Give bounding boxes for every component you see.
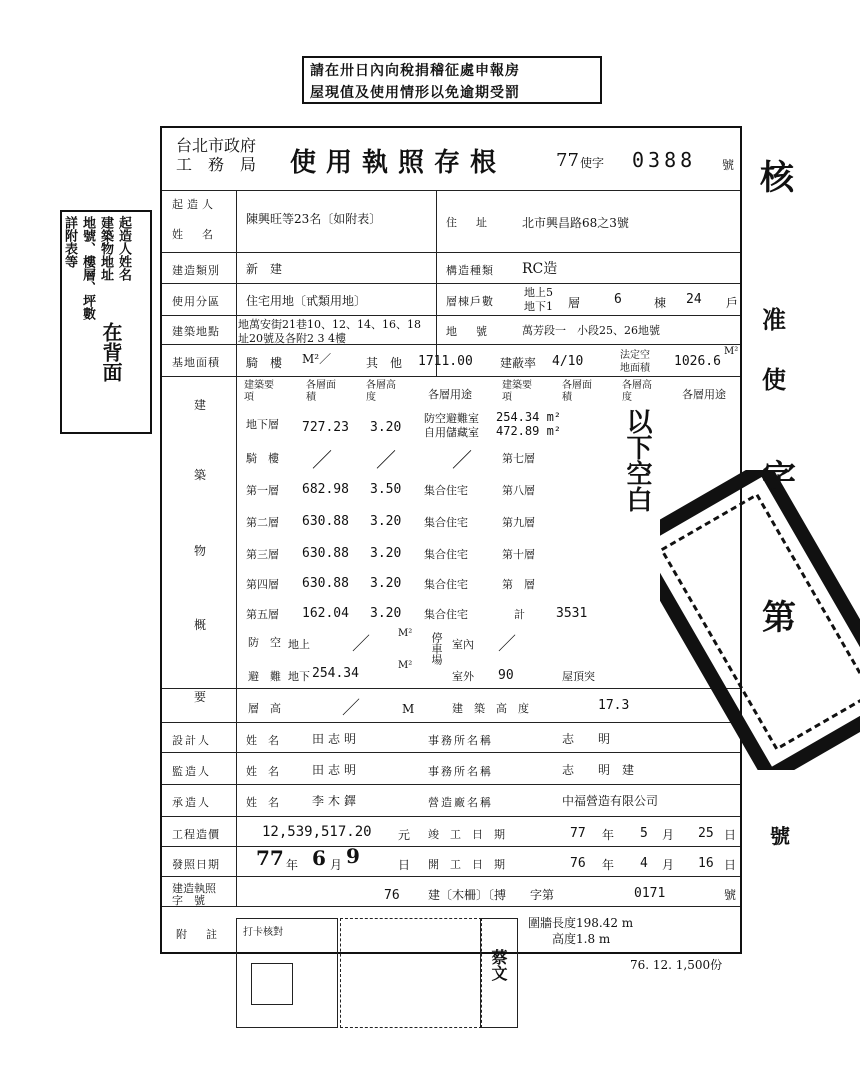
tax-notice-line1: 請在卅日內向稅捐稽征處申報房 (310, 63, 520, 79)
issue-day-unit: 日 (398, 858, 411, 872)
floor-height: 3.20 (370, 420, 402, 435)
issue-month: 6 (312, 846, 326, 870)
floor-use1: 集合住宅 (424, 548, 468, 561)
completion-month-unit: 月 (662, 828, 675, 842)
col-area2-header: 各層面積 (562, 380, 592, 403)
floor-use1: 集合住宅 (424, 578, 468, 591)
build-permit-year: 76 (384, 888, 400, 903)
side-note-col3: 地號、樓層、坪數 (80, 216, 95, 320)
designer-name: 田志明 (312, 732, 361, 746)
shelter-below-value: 254.34 (312, 666, 359, 681)
floor-use2: 自用儲藏室 (424, 426, 479, 439)
floor-use1: 防空避難室 (424, 412, 479, 425)
floor-unit: 層 (568, 296, 581, 310)
floor-area: 162.04 (302, 606, 349, 621)
start-day: 16 (698, 856, 714, 871)
floor-use1: 集合住宅 (424, 516, 468, 529)
issue-month-unit: 月 (330, 858, 343, 872)
margin-char: 字 (762, 458, 796, 498)
floor-height: 3.20 (370, 546, 402, 561)
floor-right-area: 3531 (556, 606, 588, 621)
seal-name: 蔡文 (489, 949, 508, 981)
right-margin-marks (756, 150, 816, 850)
other-label: 其 他 (366, 356, 403, 370)
stamp-square (251, 963, 293, 1005)
designer-office: 志 明 (562, 732, 611, 746)
check-stamp-label: 打卡核對 (243, 927, 283, 938)
supervisor-name-label: 姓 名 (246, 765, 279, 778)
cost-unit: 元 (398, 828, 411, 842)
build-permit-word: 建〔木柵〕〔搏 字第 (428, 888, 555, 902)
margin-char: 號 (770, 824, 790, 848)
site-area-label: 基地面積 (172, 356, 220, 369)
col-height2-header: 各層高度 (622, 380, 652, 403)
bldg-height-value: 17.3 (598, 698, 630, 713)
floor-name: 地下層 (246, 418, 279, 431)
floors-above: 地上5 (524, 286, 553, 299)
tax-notice (302, 56, 602, 104)
supervisor-name: 田志明 (312, 763, 361, 777)
margin-char: 准 (762, 305, 786, 334)
col-area-header: 各層面積 (306, 380, 336, 403)
floor-name: 第一層 (246, 484, 279, 497)
appendix-label: 附 註 (176, 928, 221, 941)
build-permit-label2: 字 號 (172, 894, 205, 907)
cost-value: 12,539,517.20 (262, 824, 372, 840)
start-year-unit: 年 (602, 858, 615, 872)
owner-address: 北市興昌路68之3號 (522, 216, 629, 230)
start-label: 開 工 日 期 (428, 858, 505, 871)
floor-right-area2: 472.89 m² (496, 424, 562, 438)
permit-number: 0388 (632, 148, 697, 172)
storey-height-value: ／ (342, 698, 360, 719)
floors-below: 地下1 (524, 300, 553, 313)
lot-value: 萬芳段一 小段25、26地號 (522, 324, 660, 337)
floor-right-name: 第九層 (502, 516, 535, 529)
parking-label: 停車場 (430, 632, 443, 665)
tax-notice-line2: 屋現值及使用情形以免逾期受罰 (310, 85, 520, 101)
shelter-below-label: 地下 (288, 670, 310, 683)
completion-year-unit: 年 (602, 828, 615, 842)
side-label-2: 築 (194, 468, 207, 482)
completion-month: 5 (640, 826, 648, 841)
margin-char: 第 (762, 598, 796, 638)
shelter-above-unit: M² (398, 628, 413, 639)
col-height-header: 各層高度 (366, 380, 396, 403)
floor-right-name: 第八層 (502, 484, 535, 497)
designer-name-label: 姓 名 (246, 734, 279, 747)
completion-day-unit: 日 (724, 828, 737, 842)
parking-outdoor-value: 90 (498, 668, 514, 683)
designer-office-label: 事務所名稱 (428, 734, 493, 747)
col-item-header: 建築要項 (244, 380, 274, 403)
owner-address-label: 住 址 (446, 216, 491, 229)
shelter-below-unit: M² (398, 660, 413, 671)
seal-impressions (340, 918, 482, 1028)
owner-label2: 姓 名 (172, 228, 217, 241)
floor-height: 3.50 (370, 482, 402, 497)
storey-height-label: 層 高 (248, 702, 281, 715)
designer-role: 設計人 (172, 734, 211, 747)
completion-year: 77 (570, 826, 586, 841)
legal-open-unit: M² (724, 346, 739, 357)
floor-use1: ／ (452, 448, 472, 472)
floor-height: 3.20 (370, 514, 402, 529)
lot-label: 地 號 (446, 325, 491, 338)
construction-type: 新 建 (246, 262, 283, 276)
arcade-value: M²／ (302, 352, 332, 366)
issue-label: 發照日期 (172, 858, 220, 871)
floor-right-area: 254.34 m² (496, 410, 562, 424)
shelter-label1: 防 空 (248, 636, 281, 649)
issue-day: 9 (346, 844, 360, 868)
shelter-above-label: 地上 (288, 638, 310, 651)
zone-label: 使用分區 (172, 295, 220, 308)
floor-height: ／ (376, 448, 396, 472)
location-addr1: 地萬安街21巷10、12、14、16、18 (238, 318, 421, 331)
construction-type-label: 建造類別 (172, 264, 220, 277)
building-unit: 棟 (654, 296, 667, 310)
permit-year: 77 (556, 150, 579, 171)
build-permit-label1: 建造執照 (172, 882, 216, 895)
floor-right-name: 第十層 (502, 548, 535, 561)
build-permit-number: 0171 (634, 886, 666, 901)
margin-char: 使 (762, 365, 786, 394)
side-note-col2: 建築物地址 (98, 216, 113, 281)
col-item2-header: 建築要項 (502, 380, 532, 403)
contractor-office-label: 營造廠名稱 (428, 796, 493, 809)
start-month-unit: 月 (662, 858, 675, 872)
col-use2-header: 各層用途 (682, 388, 726, 401)
attachment-area (236, 918, 526, 1028)
floor-right-name: 第 層 (502, 578, 535, 591)
shelter-label2: 避 難 (248, 670, 281, 683)
floor-area: 630.88 (302, 576, 349, 591)
form-title: 使用執照存根 (290, 148, 507, 178)
contractor-role: 承造人 (172, 796, 211, 809)
floor-name: 第二層 (246, 516, 279, 529)
side-note-big: 在背面 (99, 322, 123, 382)
parking-indoor-label: 室內 (452, 638, 474, 651)
household-count: 24 (686, 292, 702, 307)
structure-label: 構造種類 (446, 264, 494, 277)
issuing-office (176, 136, 256, 174)
roof-label: 屋頂突 (562, 670, 595, 683)
location-addr2: 址20號及各附2 3 4樓 (238, 332, 346, 345)
side-label-3: 物 (194, 544, 207, 558)
legal-open-label1: 法定空 (620, 350, 650, 361)
floor-right-name: 第七層 (502, 452, 535, 465)
floor-name: 第四層 (246, 578, 279, 591)
contractor-name: 李木鐸 (312, 794, 361, 808)
floor-height: 3.20 (370, 576, 402, 591)
floor-name: 騎 樓 (246, 452, 279, 465)
other-value: 1711.00 (418, 354, 473, 369)
print-footer: 76. 12. 1,500份 (630, 958, 723, 972)
floor-area: 727.23 (302, 420, 349, 435)
floor-area: 630.88 (302, 514, 349, 529)
personal-seal (480, 918, 518, 1028)
location-label: 建築地點 (172, 325, 220, 338)
coverage-value: 4/10 (552, 354, 584, 369)
permit-form (160, 126, 742, 954)
margin-char: 核 (760, 158, 794, 198)
cost-label: 工程造價 (172, 828, 220, 841)
parking-indoor-value: ／ (498, 634, 516, 655)
completion-day: 25 (698, 826, 714, 841)
contractor-office: 中福營造有限公司 (562, 794, 659, 808)
shelter-above-value: ／ (352, 634, 370, 655)
floor-use1: 集合住宅 (424, 484, 468, 497)
floor-area: 682.98 (302, 482, 349, 497)
legal-open-label2: 地面積 (620, 363, 650, 374)
side-label-5: 要 (194, 690, 207, 704)
building-count: 6 (614, 292, 622, 307)
storey-height-unit: M (402, 702, 415, 716)
floor-right-name: 計 (514, 608, 525, 621)
floor-use1: 集合住宅 (424, 608, 468, 621)
wall-length: 圍牆長度198.42 m (528, 916, 634, 930)
completion-label: 竣 工 日 期 (428, 828, 505, 841)
contractor-name-label: 姓 名 (246, 796, 279, 809)
issue-year-unit: 年 (286, 858, 299, 872)
start-year: 76 (570, 856, 586, 871)
office-line2: 工 務 局 (176, 155, 257, 174)
permit-word: 使字 (580, 156, 605, 170)
floor-name: 第三層 (246, 548, 279, 561)
check-stamp-box (236, 918, 338, 1028)
supervisor-office-label: 事務所名稱 (428, 765, 493, 778)
parking-outdoor-label: 室外 (452, 670, 474, 683)
wall-height: 高度1.8 m (552, 932, 611, 946)
household-unit: 戶 (726, 296, 739, 310)
owner-label1: 起造人 (172, 198, 217, 211)
supervisor-role: 監造人 (172, 765, 211, 778)
floor-height: 3.20 (370, 606, 402, 621)
coverage-label: 建蔽率 (500, 356, 537, 370)
side-label-4: 概 (194, 618, 207, 632)
owner-name: 陳興旺等23名〔如附表〕 (246, 212, 382, 226)
start-month: 4 (640, 856, 648, 871)
structure-type: RC造 (522, 261, 558, 277)
col-use-header: 各層用途 (428, 388, 472, 401)
issue-year: 77 (256, 846, 284, 870)
floor-name: 第五層 (246, 608, 279, 621)
office-line1: 台北市政府 (176, 136, 257, 155)
floors-label: 層棟戶數 (446, 295, 494, 308)
start-day-unit: 日 (724, 858, 737, 872)
bldg-height-label: 建 築 高 度 (452, 702, 529, 715)
build-permit-suffix: 號 (724, 888, 737, 902)
legal-open-value: 1026.6 (674, 354, 721, 369)
floor-area: 630.88 (302, 546, 349, 561)
side-note-col4: 詳附表等 (62, 216, 77, 268)
arcade-label: 騎 樓 (246, 356, 283, 370)
permit-suffix: 號 (722, 158, 735, 172)
zone-value: 住宅用地〔甙類用地〕 (246, 294, 367, 308)
floor-area: ／ (312, 448, 332, 472)
side-note-col1: 起造人姓名 (116, 216, 131, 281)
side-label-1: 建 (194, 398, 207, 412)
side-note-slip (60, 210, 152, 434)
blank-mark: 以下空白 (622, 408, 652, 512)
supervisor-office: 志 明 建 (562, 763, 635, 777)
